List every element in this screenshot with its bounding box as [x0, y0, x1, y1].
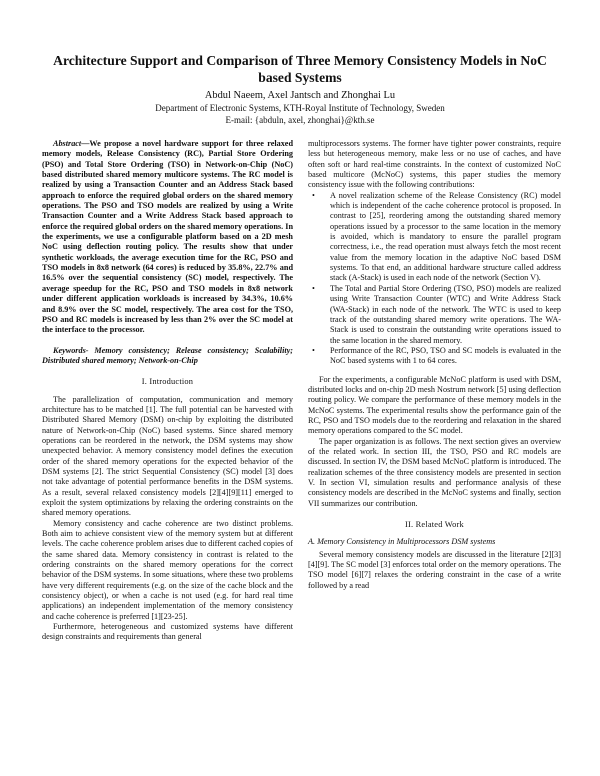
list-item [308, 191, 561, 284]
paper-authors: Abdul Naeem, Axel Jantsch and Zhonghai Lu [204, 90, 396, 101]
right-column [308, 139, 561, 591]
intro-paragraph: Memory consistency and cache coherence are two distinct problems. Both aim to achieve consistent view of the memory system but at different levels. The cache coherence problem arises due to different cached copies of the same shared data. Memory consistency in contrast is related to the ordering constraints on the shared memory operations for the correct behavior of the DSM systems. In some situations, where these two problems have very different requirements (e.g. on the size of the cache block and the consistency object), or when a cache is not used (e.g. for hard real time applications) an independent implementation of the memory consistency and cache coherence is preferred [1][23-25]. [42, 518, 293, 621]
section-heading-introduction: I. Introduction [141, 377, 194, 387]
abstract-label: Abstract [53, 139, 82, 148]
intro-paragraph: Furthermore, heterogeneous and customized systems have different design constraints and requirements than general [42, 622, 293, 642]
bullet-icon: • [312, 345, 315, 355]
body-paragraph: For the experiments, a configurable McNoC platform is used with DSM, distributed locks and on-chip 2D mesh Nostrum network [5] using deflection routing policy. We compare the performance of these memory models in the McNoC systems. The experimental results show the performance gain of the RC, PSO and TSO models due to the reordering and relaxation in the shared memory operations compared to the SC model. [308, 374, 561, 436]
list-item-text: A novel realization scheme of the Release Consistency (RC) model which is independent of the cache coherence protocol is proposed. In contrast to [25], reordering among the outstanding shared memory operations issued by a processor to the same location in the memory is avoided, which is mandatory to ensure the parallel program correctness, i.e., the read operation must always fetch the most recent value from the memory location in the adaptive NoC based DSM systems. To that end, an additional hardware structure called address stack (A-Stack) is used in each node of the network (Section V). [330, 190, 561, 283]
list-item-text: Performance of the RC, PSO, TSO and SC models is evaluated in the NoC based systems with 1 to 64 cores. [330, 345, 561, 366]
bullet-icon: • [312, 190, 315, 200]
body-paragraph: multiprocessors systems. The former have tighter power constraints, require less but heterogeneous memory, make less or no use of caches, and have often soft or hard real-time constraints. In the context of customized NoC based multicore (McNoC) systems, this paper studies the memory consistency issue with the following contributions: [308, 139, 561, 190]
abstract-text: —We propose a novel hardware support for three relaxed memory models, Release Consistency (RC), Partial Store Ordering (PSO) and Total Store Ordering (TSO) in Network-on-Chip (NoC) based distributed shared memory multicore systems. The RC model is realized by using a Transaction Counter and an Address Stack based approach to enforce the required global orders on the shared memory operations. The PSO and TSO models are realized by using a Write Transaction Counter and a Write Address Stack based approach to enforce the required global orders on the shared memory operations. In the experiments, we use a configurable platform based on a 2D mesh NoC using deflection routing policy. The results show that under synthetic workloads, the average execution time for the RC, PSO and TSO models in 8x8 network (64 cores) is reduced by 35.8%, 22.7% and 16.5% over the sequential consistency (SC) model, respectively. The average speedup for the RC, PSO and TSO models in 8x8 network under different application workloads is increased by 34.3%, 10.6% and 8.9% over the SC model, respectively. The area cost for the TSO, PSO and RC models is increased by less than 2% over the SC model at the interface to the processor. [42, 139, 293, 335]
left-column [42, 139, 293, 643]
body-paragraph: The paper organization is as follows. The next section gives an overview of the related work. In section III, the TSO, PSO and RC models are discussed. In section IV, the DSM based McNoC platform is introduced. The realization schemes of the three consistency models are presented in section V. In section VI, simulation results and performance analysis of these consistency models are described in the McNoC systems and finally, section VII summarizes our contribution. [308, 436, 561, 508]
paper-title: Architecture Support and Comparison of Three Memory Consistency Models in NoC based Systems [53, 53, 547, 85]
section-heading-related-work: II. Related Work [405, 520, 464, 530]
list-item [308, 284, 561, 346]
list-item-text: The Total and Partial Store Ordering (TSO, PSO) models are realized using Write Transaction Counter (WTC) and Write Address Stack (WA-Stack) in each node of the network. The WTC is used to keep track of the outstanding shared memory write operations. The WA-Stack is used to constrain the outstanding write operations issued to the same location in the shared memory. [330, 283, 561, 345]
body-paragraph: Several memory consistency models are discussed in the literature [2][3][4][9]. The SC model [3] enforces total order on the memory operations. The TSO model [6][7] relaxes the ordering constraint in the case of a write followed by a read [308, 549, 561, 590]
list-item [308, 346, 561, 367]
abstract [42, 139, 293, 336]
keywords: Keywords- Memory consistency; Release consistency; Scalability; Distributed shared memory; Network-on-Chip [42, 345, 293, 365]
contributions-list [308, 191, 561, 367]
intro-paragraph: The parallelization of computation, communication and memory architecture has to be matched [1]. The full potential can be harvested with Distributed Shared Memory (DSM) on-chip by exploiting the distributed nature of Network-on-Chip (NoC) based systems. Since shared memory operations can be reordered in the network, the DSM systems may show unexpected behavior. A memory consistency model defines the execution order of the shared memory operations for the expected behavior of the DSM systems [2]. The strict Sequential Consistency (SC) model [3] does not take advantage of potential performance benefits in the DSM systems. As a result, several relaxed consistency models [2][4][9][11] emerged to exploit the system optimizations by relaxing the ordering constraints on the shared memory operations. [42, 394, 293, 518]
paper-email: E-mail: {abduln, axel, zhonghai}@kth.se [225, 115, 375, 125]
bullet-icon: • [312, 283, 315, 293]
subsection-heading: A. Memory Consistency in Multiprocessors DSM systems [308, 537, 496, 547]
paper-affiliation: Department of Electronic Systems, KTH-Royal Institute of Technology, Sweden [155, 103, 445, 113]
